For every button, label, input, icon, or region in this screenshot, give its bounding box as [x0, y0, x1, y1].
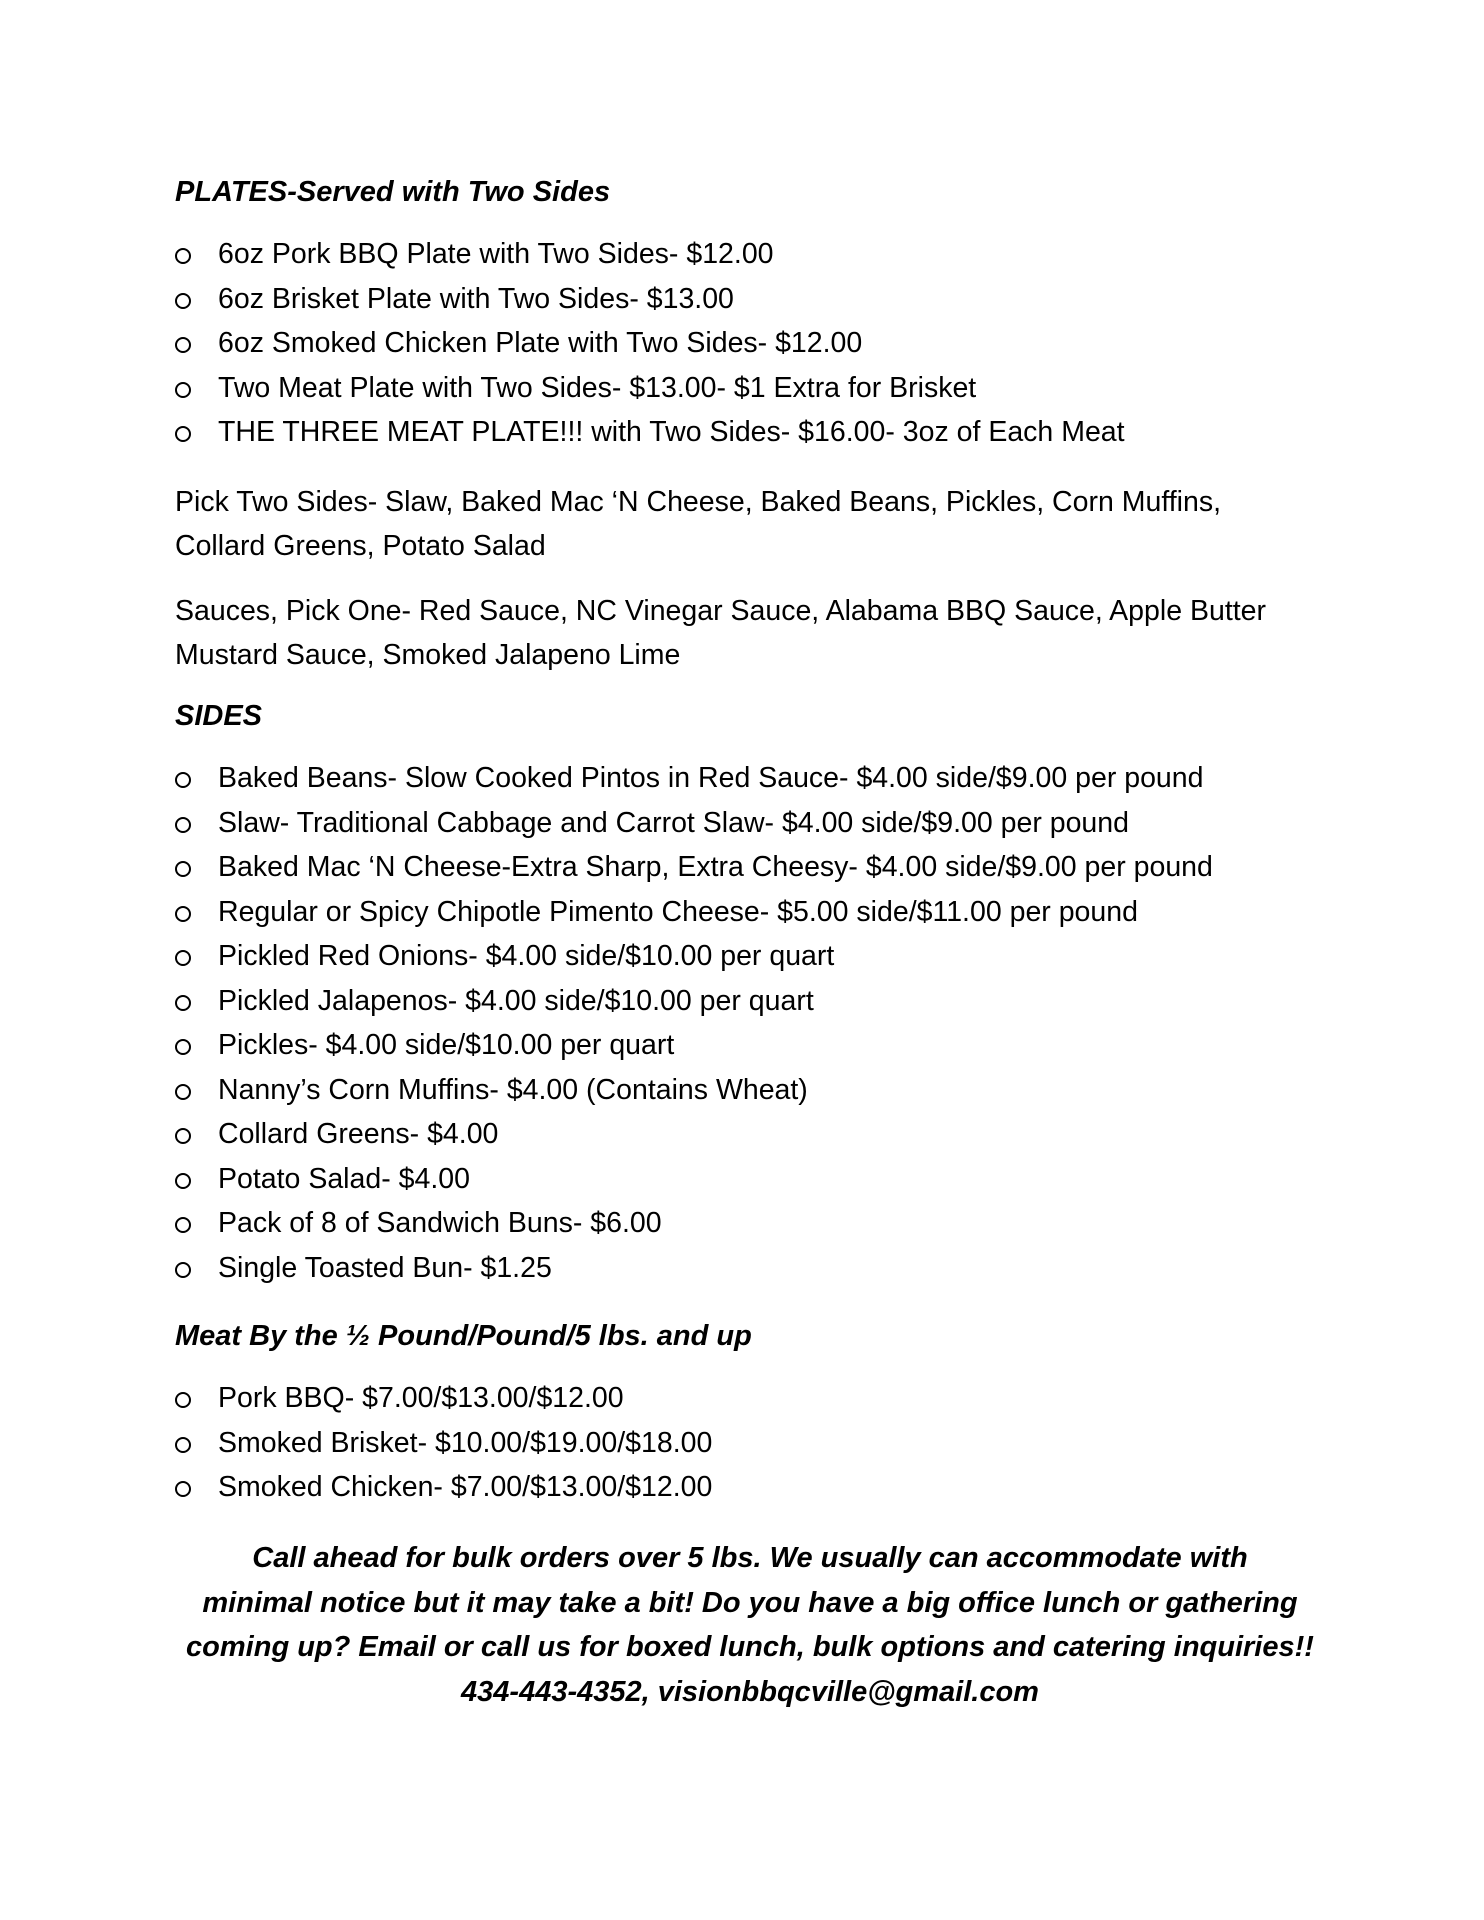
- bullet-icon: [175, 906, 191, 922]
- sauces-paragraph: Sauces, Pick One- Red Sauce, NC Vinegar Sauce, Alabama BBQ Sauce, Apple Butter Mustard Sauce, Smoked Jalapeno Lime: [175, 595, 1267, 671]
- plates-heading: PLATES-Served with Two Sides: [175, 176, 611, 208]
- bullet-icon: [175, 1437, 191, 1453]
- bullet-icon: [175, 1128, 191, 1144]
- bullet-icon: [175, 995, 191, 1011]
- bullet-icon: [175, 1262, 191, 1278]
- bullet-icon: [175, 1039, 191, 1055]
- bullet-icon: [175, 293, 191, 309]
- bullet-icon: [175, 1084, 191, 1100]
- bullet-icon: [175, 1173, 191, 1189]
- bullet-icon: [175, 817, 191, 833]
- contact-info: 434-443-4352, visionbbqcville@gmail.com: [461, 1675, 1039, 1708]
- meat-heading: Meat By the ½ Pound/Pound/5 lbs. and up: [175, 1320, 752, 1352]
- pick-sides-paragraph: Pick Two Sides- Slaw, Baked Mac ‘N Cheese, Baked Beans, Pickles, Corn Muffins, Collard Greens, Potato Salad: [175, 486, 1221, 562]
- bullet-icon: [175, 772, 191, 788]
- bullet-icon: [175, 426, 191, 442]
- bullet-icon: [175, 861, 191, 877]
- bullet-icon: [175, 1481, 191, 1497]
- sides-heading: SIDES: [175, 700, 263, 732]
- bullet-icon: [175, 248, 191, 264]
- bullet-icon: [175, 1217, 191, 1233]
- bullet-icon: [175, 382, 191, 398]
- bulk-order-callout: Call ahead for bulk orders over 5 lbs. We usually can accommodate with minimal notice but it may take a bit! Do you have a big office lunch or gathering coming up? Email or call us for boxed lunch, bulk options and catering inquiries!! 434-443-4352, visionbbqcville@gmail.com: [175, 1536, 1325, 1714]
- bullet-icon: [175, 1392, 191, 1408]
- bullet-icon: [175, 950, 191, 966]
- bullet-icon: [175, 337, 191, 353]
